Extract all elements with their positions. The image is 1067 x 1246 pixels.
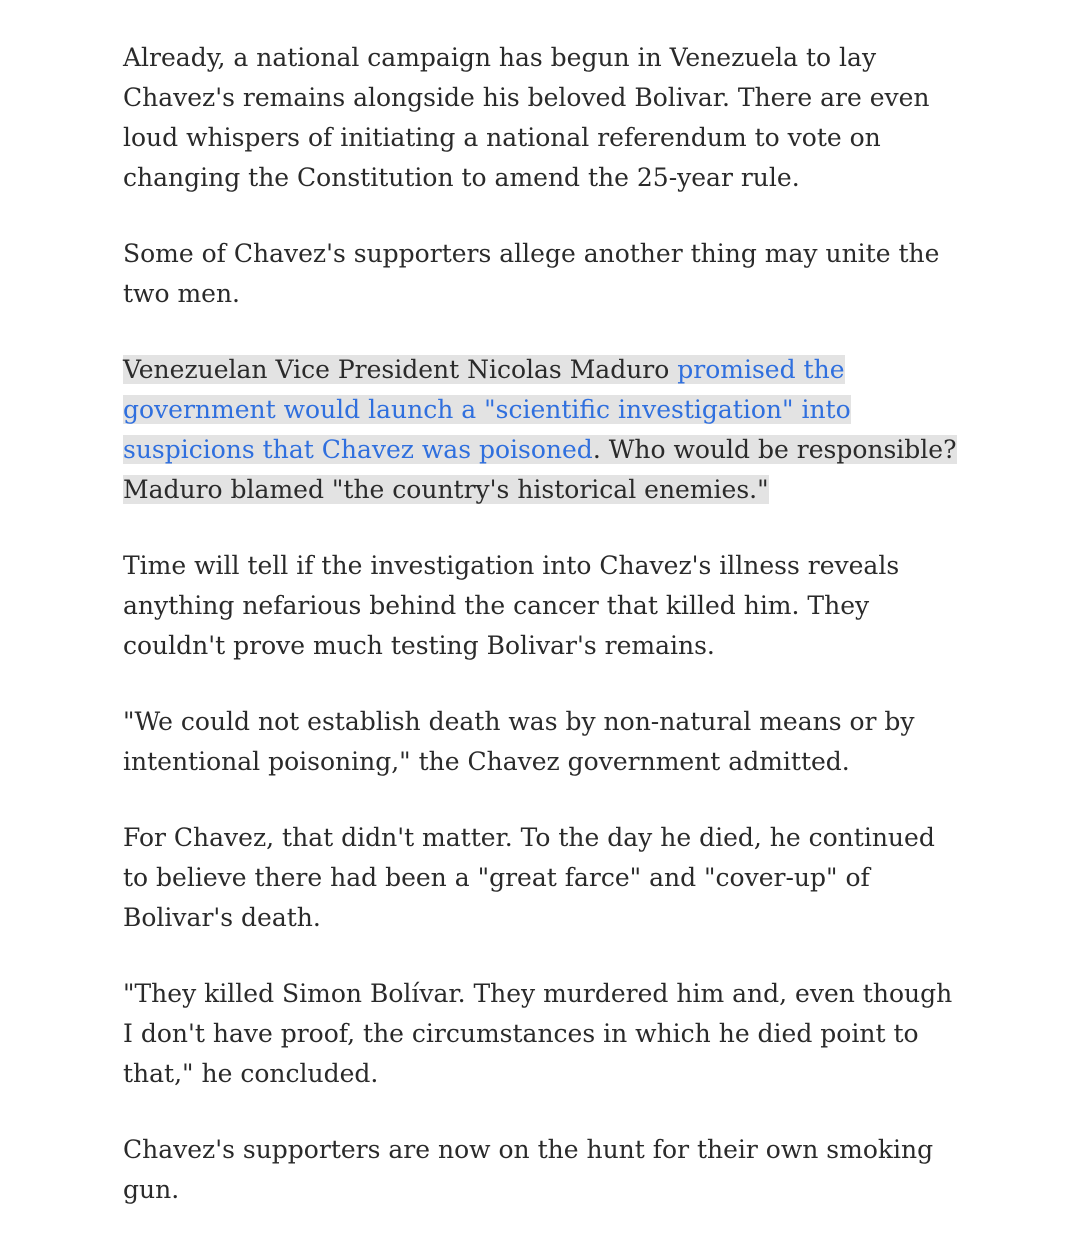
paragraph-text-after-link: . Who would be responsible? Maduro blamed "the country's historical enemies." — [123, 435, 957, 504]
investigation-link[interactable]: promised the government would launch a "scientific investigation" into suspicions that Chavez was poisoned — [123, 355, 851, 464]
paragraph-chavez-quote: "They killed Simon Bolívar. They murdered him and, even though I don't have proof, the circumstances in which he died point to that," he concluded. — [123, 979, 953, 1088]
paragraph-supporters-allege: Some of Chavez's supporters allege another thing may unite the two men. — [123, 239, 940, 308]
article-body — [123, 38, 963, 1246]
paragraph-great-farce: For Chavez, that didn't matter. To the day he died, he continued to believe there had been a "great farce" and "cover-up" of Bolivar's death. — [123, 823, 935, 932]
paragraph-maduro-investigation — [123, 350, 963, 510]
highlighted-text[interactable] — [123, 355, 957, 504]
paragraph-time-will-tell: Time will tell if the investigation into Chavez's illness reveals anything nefarious behind the cancer that killed him. They couldn't prove much testing Bolivar's remains. — [123, 551, 900, 660]
paragraph-campaign: Already, a national campaign has begun in Venezuela to lay Chavez's remains alongside his beloved Bolivar. There are even loud whispers of initiating a national referendum to vote on changing the Constitution to amend the 25-year rule. — [123, 43, 930, 192]
paragraph-text-before-link: Venezuelan Vice President Nicolas Maduro — [123, 355, 678, 384]
paragraph-government-quote: "We could not establish death was by non-natural means or by intentional poisoning," the Chavez government admitted. — [123, 707, 915, 776]
paragraph-smoking-gun: Chavez's supporters are now on the hunt for their own smoking gun. — [123, 1135, 934, 1204]
